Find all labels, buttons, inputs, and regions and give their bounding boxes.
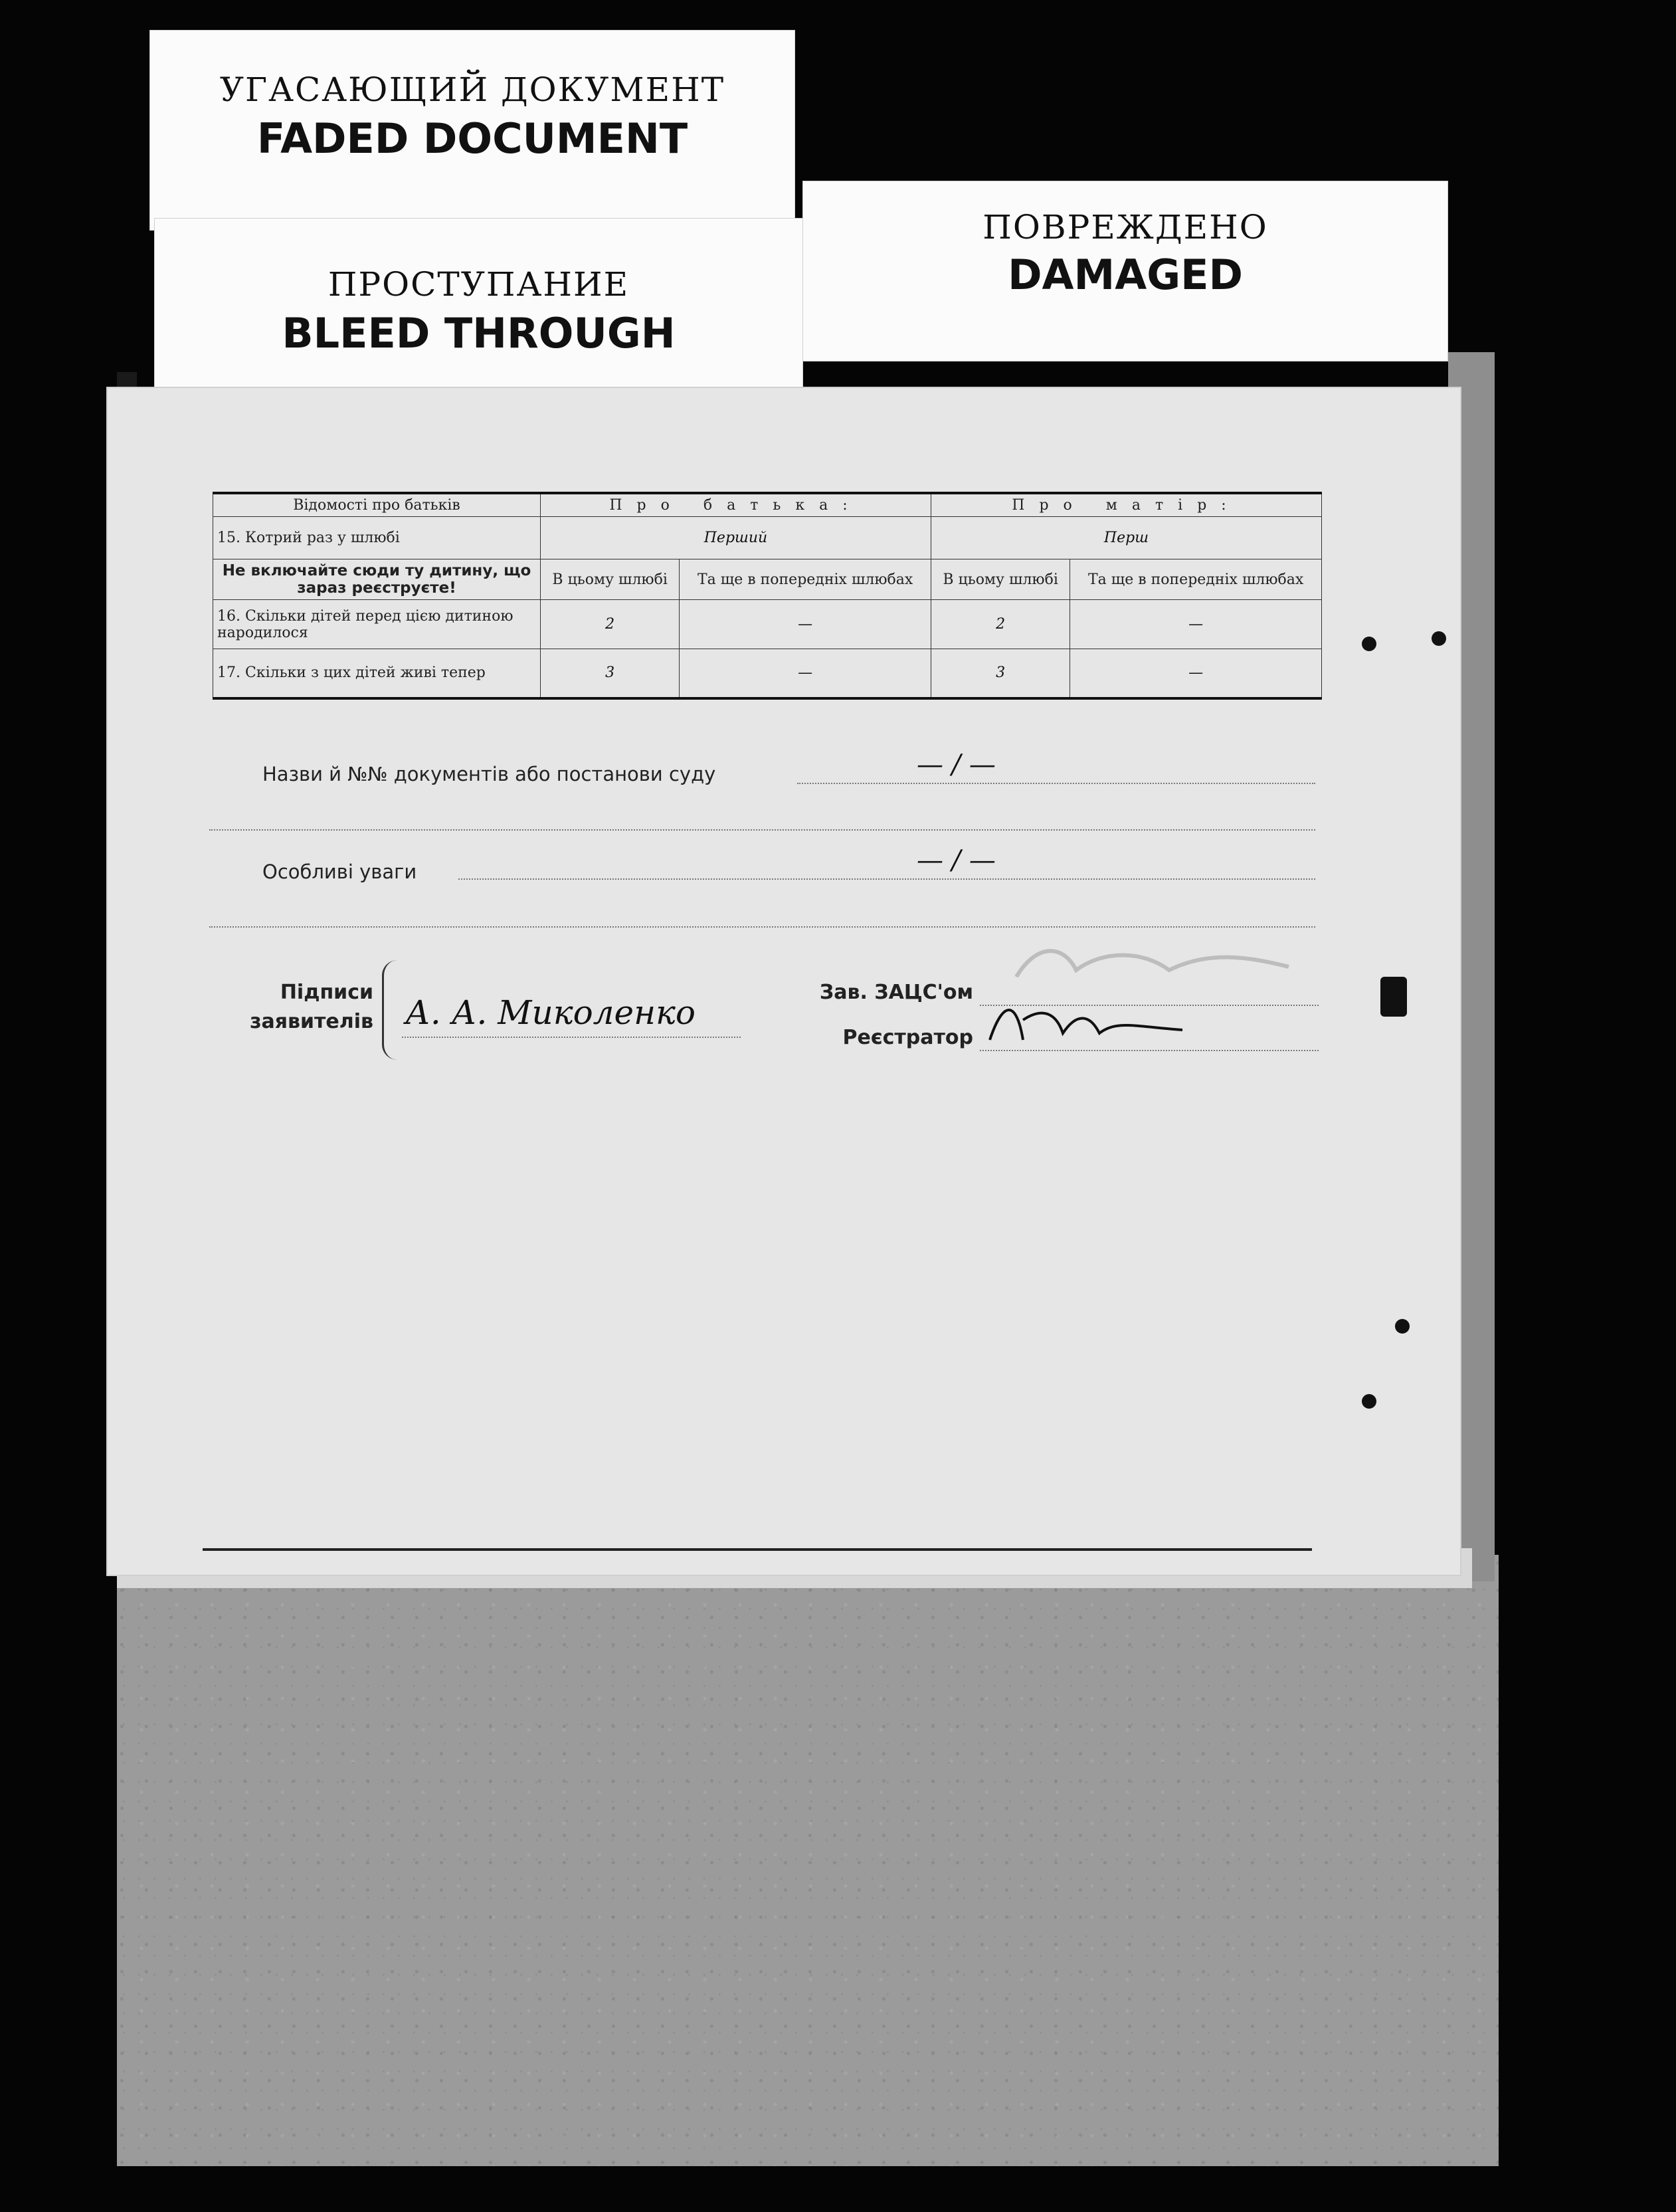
- row17-mother-prev: —: [1070, 649, 1322, 698]
- remarks-dotted-line-2: [209, 926, 1315, 928]
- subheader-note: Не включайте сюди ту дитину, що зараз реєструєте!: [213, 559, 541, 600]
- applicants-label-line2: заявителів: [250, 1010, 373, 1033]
- row16-father-this: 2: [541, 600, 680, 649]
- faded-label-ru: УГАСАЮЩИЙ ДОКУМЕНТ: [219, 70, 725, 109]
- registrar-label: Реєстратор: [842, 1026, 973, 1049]
- subheader-father-this: В цьому шлюбі: [541, 559, 680, 600]
- head-of-registry-label: Зав. ЗАЦС'ом: [819, 981, 973, 1004]
- registrar-signature-scribble: [983, 993, 1196, 1060]
- row17-father-this: 3: [541, 649, 680, 698]
- remarks-dotted-line: [458, 878, 1315, 880]
- row16-label: 16. Скільки дітей перед цією дитиною народилося: [213, 600, 541, 649]
- row17-mother-this: 3: [931, 649, 1070, 698]
- remarks-label: Особливі уваги: [262, 860, 417, 883]
- row15-label: 15. Котрий раз у шлюбі: [213, 517, 541, 559]
- documents-dotted-line: [797, 783, 1315, 784]
- subheader-mother-this: В цьому шлюбі: [931, 559, 1070, 600]
- documents-label: Назви й №№ документів або постанови суду: [262, 763, 716, 785]
- subheader-mother-prev: Та ще в попередніх шлюбах: [1070, 559, 1322, 600]
- applicant-signature-line: [402, 1037, 741, 1038]
- faded-label-en: FADED DOCUMENT: [256, 114, 688, 163]
- bleed-through-label: [154, 218, 803, 392]
- documents-value: — / —: [917, 750, 996, 780]
- row16-mother-prev: —: [1070, 600, 1322, 649]
- damaged-label-en: DAMAGED: [1008, 251, 1243, 299]
- row17-father-prev: —: [680, 649, 931, 698]
- bleed-label-ru: ПРОСТУПАНИЕ: [327, 265, 630, 304]
- damaged-label-ru: ПОВРЕЖДЕНО: [982, 208, 1268, 247]
- applicants-signature-label: [199, 978, 373, 1037]
- header-mother: Про матір:: [931, 493, 1321, 517]
- documents-dotted-line-2: [209, 829, 1315, 831]
- bleed-label-en: BLEED THROUGH: [282, 309, 676, 357]
- applicants-brace: [382, 960, 397, 1060]
- faded-document-label: [149, 30, 795, 231]
- cardboard-backing: [117, 1555, 1499, 2166]
- row17-label: 17. Скільки з цих дітей живі тепер: [213, 649, 541, 698]
- applicant-signature: А. А. Миколенко: [405, 993, 696, 1032]
- row15-mother-value: Перш: [931, 517, 1321, 559]
- applicants-label-line1: Підписи: [280, 981, 373, 1004]
- remarks-value: — / —: [917, 845, 996, 876]
- damaged-label: [802, 181, 1448, 361]
- header-parents-info: Відомості про батьків: [213, 493, 541, 517]
- row16-mother-this: 2: [931, 600, 1070, 649]
- bleed-through-stamp: [1010, 937, 1302, 990]
- subheader-father-prev: Та ще в попередніх шлюбах: [680, 559, 931, 600]
- page-bottom-rule: [203, 1548, 1312, 1551]
- row15-father-value: Перший: [541, 517, 931, 559]
- header-father: Про батька:: [541, 493, 931, 517]
- parents-info-table: [213, 492, 1322, 700]
- row16-father-prev: —: [680, 600, 931, 649]
